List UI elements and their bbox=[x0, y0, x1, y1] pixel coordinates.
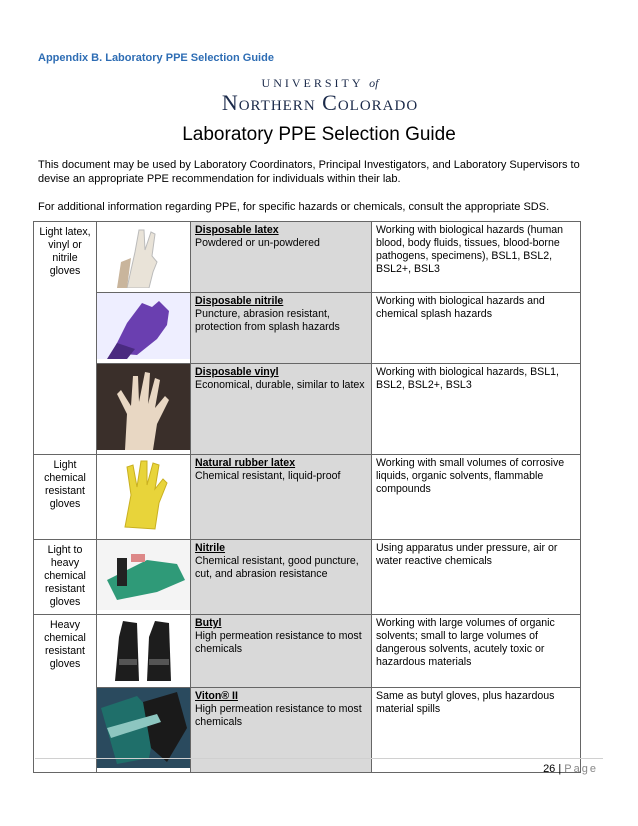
category-cell: Light latex, vinyl or nitrile gloves bbox=[34, 222, 97, 455]
product-name: Disposable latex bbox=[195, 224, 279, 236]
glove-image-rubber-latex bbox=[97, 455, 191, 540]
product-cell bbox=[191, 688, 372, 773]
product-name: Natural rubber latex bbox=[195, 457, 296, 469]
ppe-table bbox=[33, 221, 581, 773]
footer-separator: | bbox=[558, 763, 562, 775]
product-desc: Chemical resistant, liquid-proof bbox=[195, 470, 341, 482]
product-cell bbox=[191, 455, 372, 540]
use-cell: Working with large volumes of organic solvents; small to large volumes of dangerous solvents, acutely toxic or hazardous materials bbox=[372, 615, 581, 688]
glove-image-nitrile-chemical bbox=[97, 540, 191, 615]
use-cell: Using apparatus under pressure, air or water reactive chemicals bbox=[372, 540, 581, 615]
product-desc: Chemical resistant, good puncture, cut, and abrasion resistance bbox=[195, 555, 359, 580]
table-row bbox=[34, 540, 581, 615]
table-row bbox=[34, 293, 581, 364]
glove-image-latex bbox=[97, 222, 191, 293]
glove-image-viton bbox=[97, 688, 191, 773]
product-desc: Puncture, abrasion resistant, protection from splash hazards bbox=[195, 308, 340, 333]
appendix-heading: Appendix B. Laboratory PPE Selection Guide bbox=[38, 52, 274, 64]
glove-image-butyl bbox=[97, 615, 191, 688]
glove-image-vinyl bbox=[97, 364, 191, 455]
table-row bbox=[34, 364, 581, 455]
logo-line2: Northern Colorado bbox=[221, 90, 419, 115]
product-name: Disposable vinyl bbox=[195, 366, 279, 378]
product-desc: High permeation resistance to most chemicals bbox=[195, 703, 362, 728]
use-cell: Working with biological hazards, BSL1, BSL2, BSL2+, BSL3 bbox=[372, 364, 581, 455]
product-cell bbox=[191, 615, 372, 688]
category-cell: Light chemical resistant gloves bbox=[34, 455, 97, 540]
table-row bbox=[34, 615, 581, 688]
logo-of: of bbox=[369, 76, 379, 90]
category-cell: Light to heavy chemical resistant gloves bbox=[34, 540, 97, 615]
product-name: Viton® II bbox=[195, 690, 238, 702]
product-cell bbox=[191, 293, 372, 364]
product-desc: High permeation resistance to most chemicals bbox=[195, 630, 362, 655]
page-number: 26 bbox=[543, 763, 556, 775]
page-label: Page bbox=[564, 763, 598, 775]
glove-image-nitrile bbox=[97, 293, 191, 364]
use-cell: Same as butyl gloves, plus hazardous material spills bbox=[372, 688, 581, 773]
table-row bbox=[34, 455, 581, 540]
page-title: Laboratory PPE Selection Guide bbox=[182, 124, 456, 145]
university-logo bbox=[200, 76, 440, 122]
product-name: Disposable nitrile bbox=[195, 295, 284, 307]
footer-divider bbox=[35, 758, 603, 759]
product-cell bbox=[191, 540, 372, 615]
table-row bbox=[34, 688, 581, 773]
logo-line1: UNIVERSITY bbox=[261, 76, 364, 90]
product-cell bbox=[191, 364, 372, 455]
intro-paragraph: This document may be used by Laboratory Coordinators, Principal Investigators, and Laboratory Supervisors to devise an appropriate PPE recommendation for individuals within their lab. bbox=[38, 159, 580, 185]
intro-paragraph-sds: For additional information regarding PPE, for specific hazards or chemicals, consult the appropriate SDS. bbox=[38, 201, 550, 213]
page-footer bbox=[543, 763, 598, 775]
product-desc: Powdered or un-powdered bbox=[195, 237, 320, 249]
category-cell: Heavy chemical resistant gloves bbox=[34, 615, 97, 773]
product-cell bbox=[191, 222, 372, 293]
product-desc: Economical, durable, similar to latex bbox=[195, 379, 365, 391]
use-cell: Working with small volumes of corrosive liquids, organic solvents, flammable compounds bbox=[372, 455, 581, 540]
use-cell: Working with biological hazards (human blood, body fluids, tissues, blood-borne pathogens, specimens), BSL1, BSL2, BSL2+, BSL3 bbox=[372, 222, 581, 293]
table-row bbox=[34, 222, 581, 293]
product-name: Nitrile bbox=[195, 542, 226, 554]
product-name: Butyl bbox=[195, 617, 222, 629]
use-cell: Working with biological hazards and chemical splash hazards bbox=[372, 293, 581, 364]
